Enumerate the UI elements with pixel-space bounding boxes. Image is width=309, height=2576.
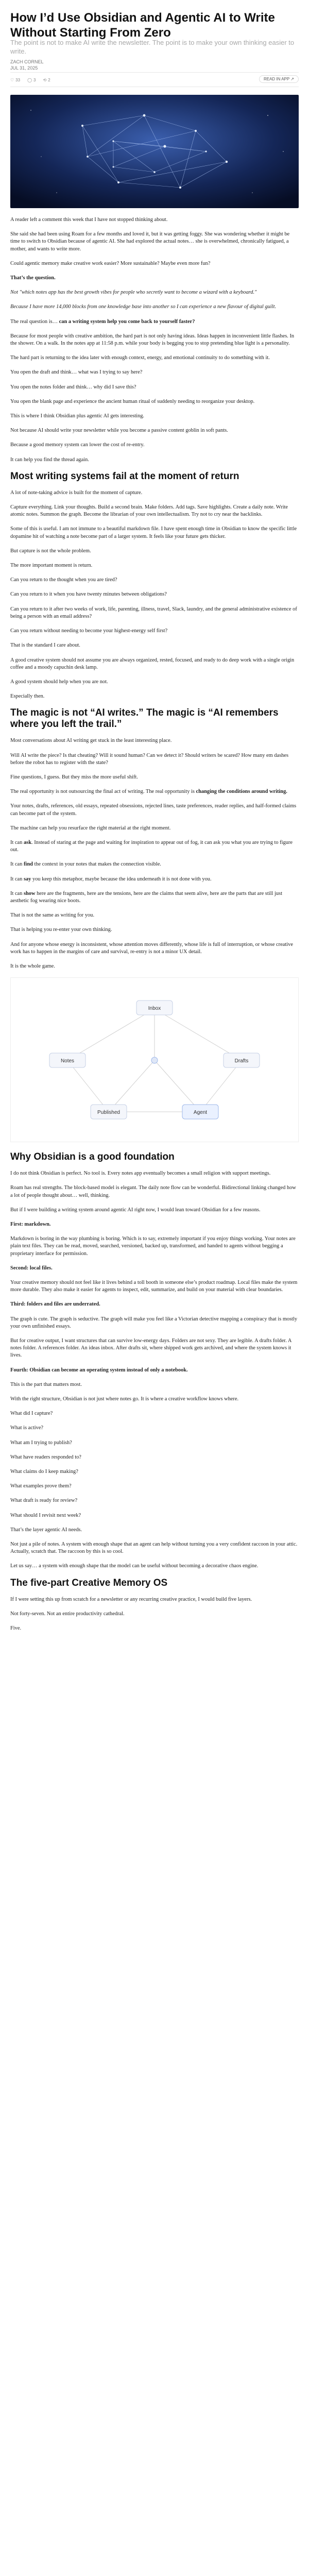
paragraph: I do not think Obsidian is perfect. No tool is. Every notes app eventually becomes a small religion with support meetings. bbox=[10, 1171, 271, 1177]
paragraph bbox=[10, 788, 299, 795]
emphasis: Fourth: Obsidian can become an operating system instead of only a notebook. bbox=[10, 1367, 188, 1373]
paragraph: Can you return without needing to become your highest-energy self first? bbox=[10, 628, 168, 634]
paragraph: Five. bbox=[10, 1625, 22, 1632]
paragraph: A good creative system should not assume you are always organized, rested, focused, and ready to do deep work with a single origin coffee and a moody capuchin desk lamp. bbox=[10, 657, 295, 670]
paragraph bbox=[10, 289, 299, 296]
paragraph: With the right structure, Obsidian is not just where notes go. It is where a creative workflow knows where. bbox=[10, 1396, 239, 1402]
diagram-node-label: Notes bbox=[60, 1058, 75, 1064]
paragraph bbox=[10, 303, 299, 311]
paragraph: Your notes, drafts, references, old essays, repeated obsessions, rejected lines, taste preferences, reader replies, and half-formed claims can become part of the system. bbox=[10, 803, 297, 817]
paragraph bbox=[10, 876, 299, 883]
emphasis: ask bbox=[23, 839, 31, 845]
paragraph: Markdown is boring in the way plumbing is boring. Which is to say, extremely important if you enjoy things working. Your notes are plain text files. They can be read, moved, searched, versioned, backed up, transformed, and handed to agents without begging a proprietary interface for permission. bbox=[10, 1236, 296, 1257]
paragraph bbox=[10, 1367, 299, 1374]
paragraph: The machine can help you resurface the right material at the right moment. bbox=[10, 825, 171, 831]
paragraph: What is active? bbox=[10, 1425, 44, 1431]
paragraph: A good system should help when you are not. bbox=[10, 679, 108, 685]
workflow-diagram bbox=[10, 977, 299, 1142]
paragraph: Can you return to it when you have twenty minutes between obligations? bbox=[10, 591, 167, 598]
diagram-node bbox=[182, 1105, 218, 1119]
paragraph bbox=[10, 318, 299, 326]
text: . Instead of staring at the page and waiting for inspiration to appear out of fog, it can ask you what you are trying to figure out. bbox=[10, 839, 293, 853]
emphasis: That’s the question. bbox=[10, 275, 56, 281]
heart-icon: ♡ bbox=[10, 77, 14, 82]
paragraph: Not just a pile of notes. A system with enough shape that an agent can help without turning you a very confident raccoon in your attic. Actually, scratch that. The raccoon by this is so cool. bbox=[10, 1541, 298, 1555]
paragraph: That is helping you re-enter your own thinking. bbox=[10, 927, 112, 933]
post-actions bbox=[10, 76, 50, 83]
paragraph: Can you return to the thought when you are tired? bbox=[10, 577, 117, 583]
paragraph: What have readers responded to? bbox=[10, 1454, 81, 1460]
divider bbox=[10, 72, 299, 73]
text: It can bbox=[10, 890, 24, 896]
paragraph: Will AI write the piece? Is that cheating? Will it sound human? Can we detect it? Should writers be scared? How many em dashes before the robot has to register with the state? bbox=[10, 752, 288, 766]
paragraph: Especially then. bbox=[10, 693, 45, 700]
paragraph bbox=[10, 1301, 299, 1308]
comment-button[interactable] bbox=[27, 78, 36, 82]
post-subtitle: The point is not to make AI write the newsletter. The point is to make your own thinking easier to write. bbox=[10, 39, 295, 55]
emphasis: find bbox=[23, 861, 33, 868]
paragraph: Most conversations about AI writing get stuck in the least interesting place. bbox=[10, 738, 172, 744]
paragraph: What should I revisit next week? bbox=[10, 1512, 81, 1518]
paragraph: You open the blank page and experience the ancient human ritual of suddenly needing to reorganize your desktop. bbox=[10, 398, 255, 404]
paragraph: What examples prove them? bbox=[10, 1483, 72, 1489]
comment-count: 3 bbox=[33, 77, 36, 82]
emphasis: can a writing system help you come back to yourself faster? bbox=[59, 318, 195, 325]
diagram-node-label: Inbox bbox=[148, 1006, 161, 1012]
post-title: How I’d Use Obsidian and Agentic AI to Write Without Starting From Zero bbox=[10, 11, 275, 40]
paragraph: Not forty-seven. Not an entire productivity cathedral. bbox=[10, 1611, 125, 1617]
emphasis: show bbox=[23, 890, 36, 896]
paragraph: You open the notes folder and think… why did I save this? bbox=[10, 384, 136, 390]
text: It can bbox=[10, 876, 24, 882]
paragraph: What draft is ready for review? bbox=[10, 1498, 78, 1504]
paragraph: The hard part is returning to the idea later with enough context, energy, and emotional continuity to do something with it. bbox=[10, 355, 270, 361]
post-body bbox=[10, 216, 299, 1639]
paragraph: Not because AI should write your newsletter while you become a passive content goblin in soft pants. bbox=[10, 428, 228, 434]
section-heading: Most writing systems fail at the moment of return bbox=[10, 470, 239, 482]
paragraph: A reader left a comment this week that I have not stopped thinking about. bbox=[10, 217, 168, 223]
like-button[interactable] bbox=[10, 78, 20, 82]
diagram-node bbox=[49, 1053, 85, 1067]
paragraph: The more important moment is return. bbox=[10, 563, 93, 569]
paragraph: She said she had been using Roam for a few months and loved it, but it was getting foggy. She was wondering whether it might be time to switch to Obsidian because of agentic AI. She had explored the actual notes… she is overwhelmed, chronically fatigued, a mother, and wants to write more. bbox=[10, 231, 290, 252]
text: It can bbox=[10, 839, 24, 845]
like-count: 33 bbox=[15, 77, 21, 82]
paragraph: Your creative memory should not feel like it lives behind a toll booth in someone else’s product roadmap. Local files make the system more durable. They also make it easier for agents to inspect, edit, summarize, and build on your material with clear boundaries. bbox=[10, 1280, 298, 1293]
paragraph: What am I trying to publish? bbox=[10, 1439, 72, 1446]
paragraph: Because a good memory system can lower the cost of re-entry. bbox=[10, 442, 145, 448]
text: you keep this metaphor, maybe because the idea underneath it is not done with you. bbox=[31, 876, 212, 882]
paragraph: Capture everything. Link your thoughts. Build a second brain. Make folders. Add tags. Save highlights. Create a daily note. Write atomic notes. Summon the graph. Become the librarian of your own intellectualism. Try not to cry near the backlinks. bbox=[10, 504, 288, 518]
comment-icon: ◯ bbox=[27, 77, 32, 82]
diagram-node-label: Agent bbox=[193, 1110, 208, 1116]
emphasis: say bbox=[23, 876, 31, 882]
text: It can bbox=[10, 861, 24, 868]
text: The real opportunity is not outsourcing the final act of writing. The real opportunity is bbox=[10, 789, 196, 795]
paragraph: Because for most people with creative ambition, the hard part is not only having ideas. Ideas happen in inconvenient little flashes. In the shower. On a walk. In the notes app at 11:58 p.m. while your body is begging you to stop pretending blue light is a personality. bbox=[10, 333, 295, 347]
author-meta bbox=[10, 59, 44, 71]
paragraph: That’s the layer agentic AI needs. bbox=[10, 1527, 82, 1533]
emphasis: First: markdown. bbox=[10, 1221, 51, 1227]
paragraph: What did I capture? bbox=[10, 1411, 53, 1417]
text: the context in your notes that makes the connection visible. bbox=[32, 861, 161, 868]
hero-illustration bbox=[10, 95, 299, 208]
paragraph: A lot of note-taking advice is built for the moment of capture. bbox=[10, 489, 143, 496]
paragraph: This is where I think Obsidian plus agentic AI gets interesting. bbox=[10, 413, 145, 419]
post-date: JUL 31, 2025 bbox=[10, 65, 38, 71]
restack-count: 2 bbox=[48, 77, 50, 82]
paragraph: This is the part that matters most. bbox=[10, 1381, 82, 1387]
paragraph bbox=[10, 275, 299, 282]
paragraph bbox=[10, 1221, 299, 1228]
hero-image bbox=[10, 95, 299, 208]
paragraph: If I were setting this up from scratch for a newsletter or any recurring creative practice, I would build five layers. bbox=[10, 1596, 252, 1602]
author-name[interactable]: ZACH CORNEL bbox=[10, 59, 44, 64]
paragraph: You open the draft and think… what was I trying to say here? bbox=[10, 369, 143, 376]
paragraph: And for anyone whose energy is inconsistent, whose attention moves differently, whose life is full of interruption, or whose creative work has to happen in the margins of care and survival, re-entry is not a minor UX detail. bbox=[10, 941, 293, 955]
paragraph: Let us say… a system with enough shape that the model can be useful without becoming a decorative chaos engine. bbox=[10, 1563, 259, 1569]
paragraph: That is the standard I care about. bbox=[10, 642, 80, 649]
paragraph: That is not the same as writing for you. bbox=[10, 912, 95, 919]
text: The real question is… bbox=[10, 318, 59, 325]
restack-icon: ⟲ bbox=[43, 77, 47, 82]
read-in-app-button[interactable]: READ IN APP ↗ bbox=[259, 75, 299, 83]
paragraph: Fine questions, I guess. But they miss the more useful shift. bbox=[10, 774, 138, 780]
paragraph: Can you return to it after two weeks of work, life, parenting, illness, travel, Slack, laundry, and the general administrative existence of being a person with an email address? bbox=[10, 606, 297, 619]
italic-text: Because I have more 14,000 blocks from one knowledge base into another so I can experience a new flavour of digital guilt. bbox=[10, 304, 277, 310]
paragraph: Roam has real strengths. The block-based model is elegant. The daily note flow can be wonderful. Bidirectional linking changed how a lot of people thought about… well, thinking. bbox=[10, 1185, 296, 1198]
text: here are the fragments, here are the tensions, here are the claims that seem alive, here are the parts that are still just aesthetic fog wearing nice boots. bbox=[10, 890, 282, 904]
workflow-diagram-svg bbox=[11, 978, 298, 1142]
paragraph bbox=[10, 890, 299, 905]
paragraph bbox=[10, 839, 299, 854]
section-heading: Why Obsidian is a good foundation bbox=[10, 1151, 175, 1163]
restack-button[interactable] bbox=[43, 78, 50, 82]
diagram-node bbox=[91, 1105, 127, 1119]
paragraph: Could agentic memory make creative work easier? More sustainable? Maybe even more fun? bbox=[10, 260, 211, 266]
diagram-node-label: Drafts bbox=[234, 1058, 249, 1064]
paragraph bbox=[10, 1265, 299, 1272]
paragraph: But if I were building a writing system around agentic AI right now, I would lean toward Obsidian for a few reasons. bbox=[10, 1207, 261, 1213]
paragraph: The graph is cute. The graph is seductive. The graph will make you feel like a Victorian detective mapping a conspiracy that is mostly your own unfinished essays. bbox=[10, 1316, 298, 1329]
paragraph bbox=[10, 861, 299, 868]
paragraph: It can help you find the thread again. bbox=[10, 456, 89, 463]
diagram-node bbox=[151, 1057, 158, 1063]
paragraph: But capture is not the whole problem. bbox=[10, 548, 91, 554]
diagram-node-label: Published bbox=[97, 1110, 120, 1116]
diagram-node bbox=[136, 1001, 173, 1015]
italic-text: Not "which notes app has the best growth vibes for people who secretly want to become a wizard with a keyboard." bbox=[10, 290, 257, 296]
paragraph: Some of this is useful. I am not immune to a beautiful markdown file. I have spent enough time in Obsidian to know the specific little dopamine hit of watching a note become part of a larger system. It feels like your future gets thicker. bbox=[10, 526, 297, 539]
diagram-node bbox=[224, 1053, 260, 1067]
section-heading: The five-part Creative Memory OS bbox=[10, 1577, 168, 1588]
paragraph: But for creative output, I want structures that can survive low-energy days. Folders are not sexy. They are legible. A drafts folder. A notes folder. A references folder. An ideas inbox. After drafts sit, where shipped work gets archived, and where the system knows it lives. bbox=[10, 1338, 291, 1359]
paragraph: What claims do I keep making? bbox=[10, 1469, 78, 1475]
section-heading: The magic is not “AI writes.” The magic is “AI remembers where you left the trail.” bbox=[10, 707, 279, 730]
paragraph: It is the whole game. bbox=[10, 963, 55, 969]
emphasis: Third: folders and files are underrated. bbox=[10, 1301, 100, 1308]
emphasis: changing the conditions around writing. bbox=[196, 789, 287, 795]
emphasis: Second: local files. bbox=[10, 1265, 53, 1271]
